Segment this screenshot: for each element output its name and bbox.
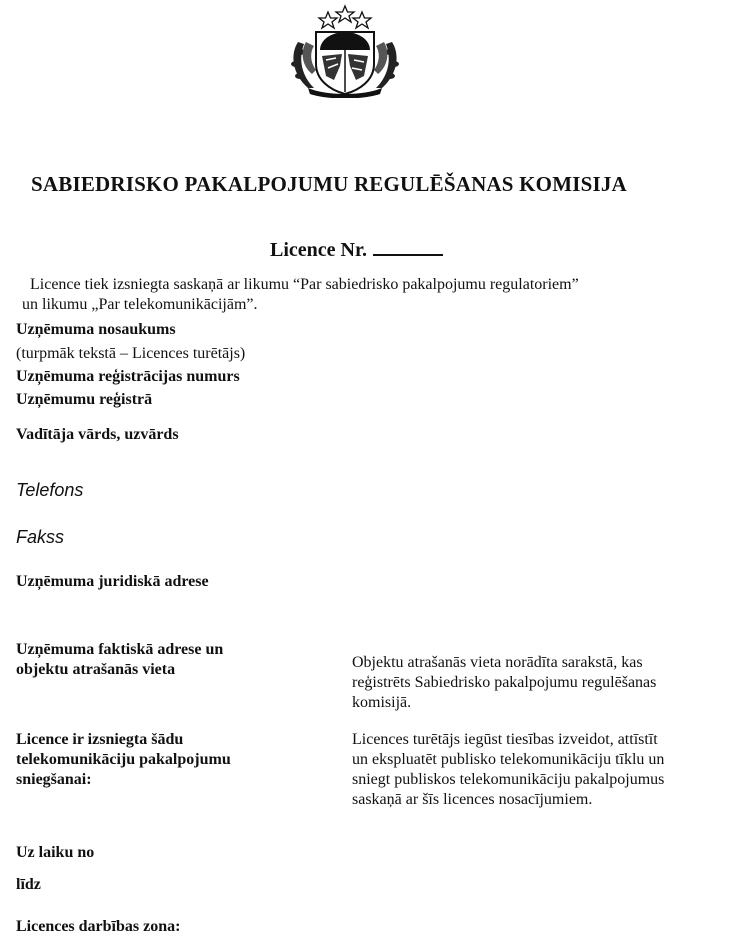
services-text <box>352 730 748 810</box>
services-line: saskaņā ar šīs licences nosacījumiem. <box>352 791 593 808</box>
services-line: Licences turētājs iegūst tiesības izveidot, attīstīt <box>352 731 658 748</box>
register-label: Uzņēmumu reģistrā <box>16 391 153 408</box>
latvia-coat-of-arms-icon <box>286 2 404 98</box>
intro-paragraph <box>16 275 579 315</box>
zone-label: Licences darbības zona: <box>16 918 181 935</box>
label-line: sniegšanai: <box>16 771 92 788</box>
services-line: sniegt publiskos telekomunikāciju pakalpojumus <box>352 771 665 788</box>
label-line: Licence ir izsniegta šādu <box>16 731 184 748</box>
note-line: komisijā. <box>352 694 412 711</box>
label-line: objektu atrašanās vieta <box>16 661 176 678</box>
location-note <box>352 653 748 713</box>
commission-title: SABIEDRISKO PAKALPOJUMU REGULĒŠANAS KOMISIJA <box>31 172 627 196</box>
services-label <box>16 730 231 790</box>
label-line: telekomunikāciju pakalpojumu <box>16 751 231 768</box>
licence-number <box>270 236 443 262</box>
services-line: un ekspluatēt publisko telekomunikāciju tīklu un <box>352 751 665 768</box>
company-name-label: Uzņēmuma nosaukums <box>16 321 176 338</box>
intro-line: Licence tiek izsniegta saskaņā ar likumu “Par sabiedrisko pakalpojumu regulatoriem” <box>30 276 579 293</box>
licence-number-label: Licence Nr. <box>270 239 368 261</box>
phone-label: Telefons <box>16 480 84 500</box>
note-line: reģistrēts Sabiedrisko pakalpojumu regulēšanas <box>352 674 657 691</box>
company-name-note: (turpmāk tekstā – Licences turētājs) <box>16 345 246 362</box>
label-line: Uzņēmuma faktiskā adrese un <box>16 641 224 658</box>
actual-address-label <box>16 640 223 680</box>
period-to-label: līdz <box>16 876 41 893</box>
legal-address-label: Uzņēmuma juridiskā adrese <box>16 573 209 590</box>
registration-number-label: Uzņēmuma reģistrācijas numurs <box>16 368 240 385</box>
period-from-label: Uz laiku no <box>16 844 95 861</box>
fax-label: Fakss <box>16 527 65 547</box>
licence-number-blank <box>373 236 443 256</box>
manager-name-label: Vadītāja vārds, uzvārds <box>16 426 179 443</box>
intro-line: un likumu „Par telekomunikācijām”. <box>22 296 258 313</box>
note-line: Objektu atrašanās vieta norādīta sarakstā, kas <box>352 654 643 671</box>
